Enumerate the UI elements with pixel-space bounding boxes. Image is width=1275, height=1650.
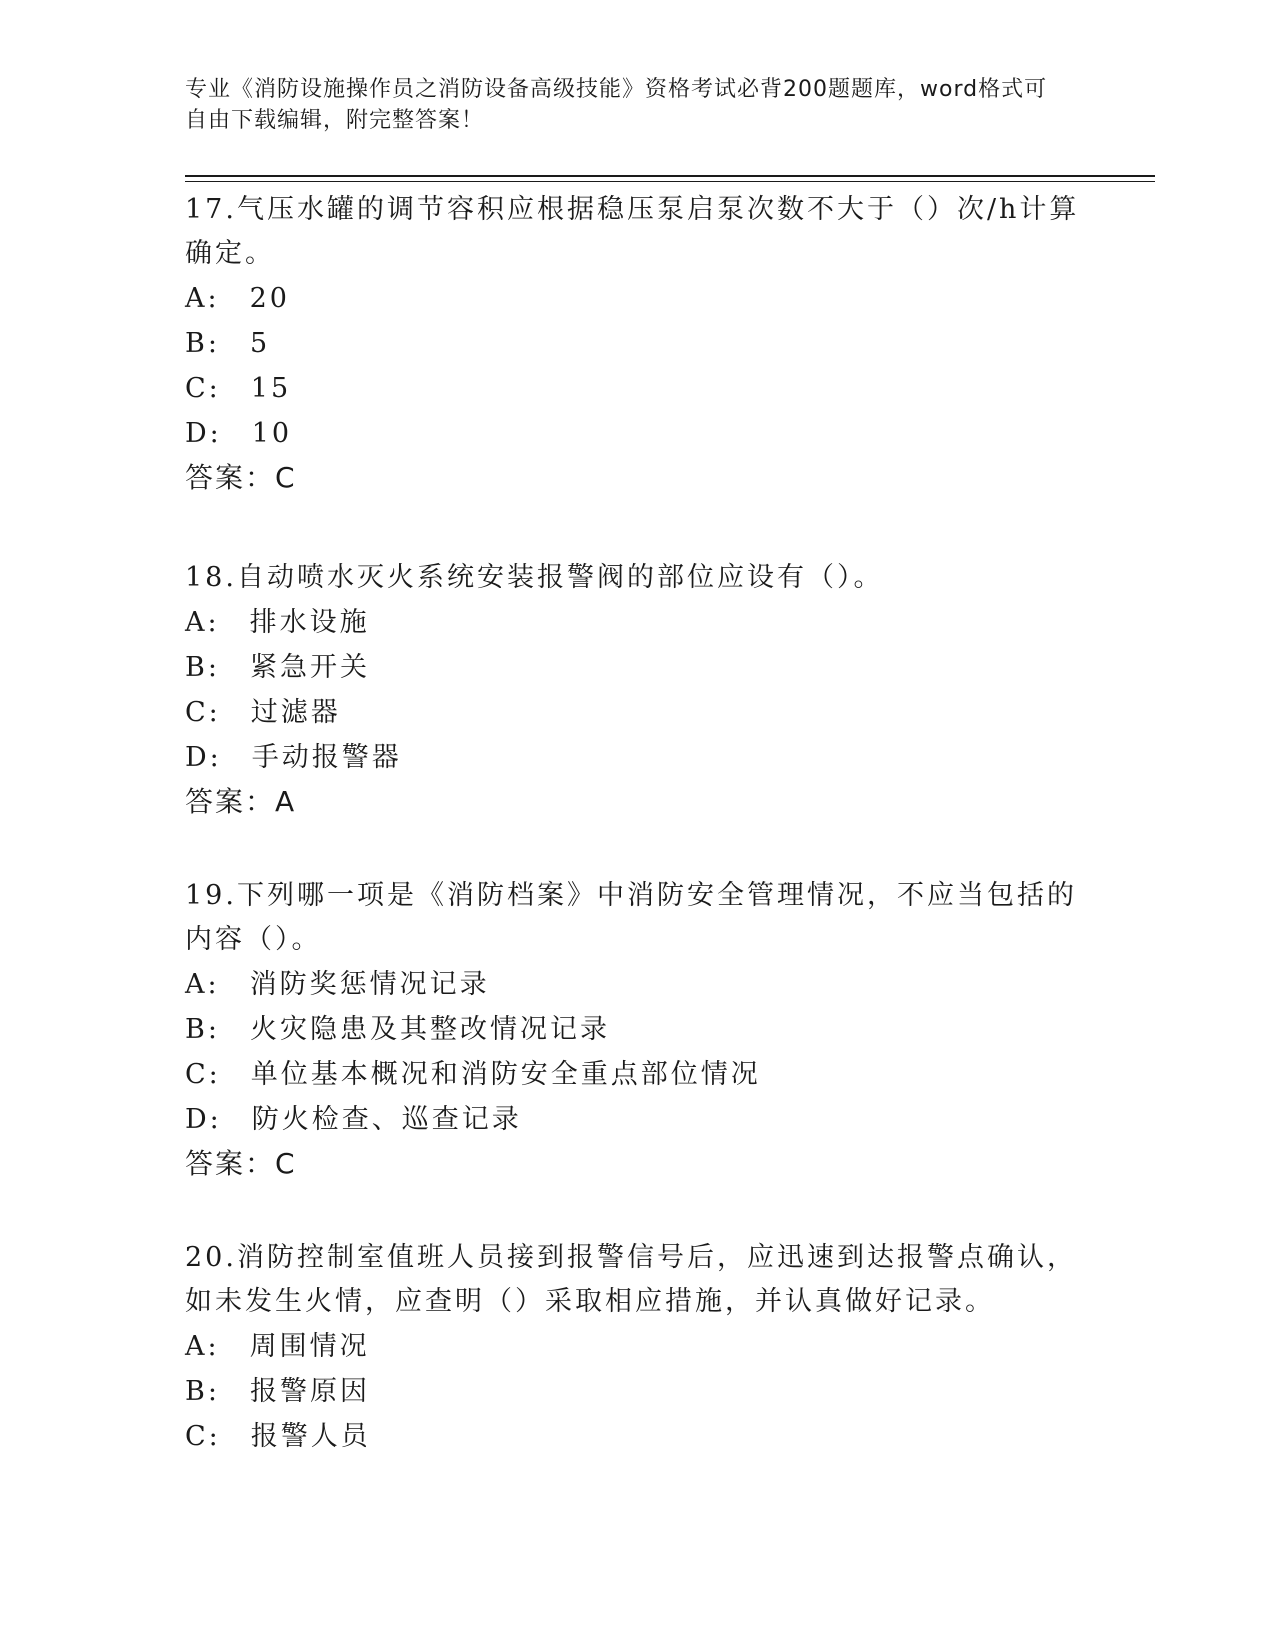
- option-key: B:: [185, 1014, 220, 1045]
- question-stem: 17.气压水罐的调节容积应根据稳压泵启泵次数不大于（）次/h计算确定。: [185, 194, 1080, 269]
- question-17: [185, 188, 1085, 500]
- option-b: [185, 1007, 1085, 1052]
- answer-value: C: [275, 1147, 295, 1180]
- answer-value: A: [275, 785, 295, 818]
- option-key: B:: [185, 328, 220, 359]
- option-key: C:: [185, 373, 221, 404]
- option-key: A:: [185, 283, 220, 314]
- option-key: C:: [185, 1059, 221, 1090]
- option-text: 消防奖惩情况记录: [249, 969, 490, 1000]
- question-18: [185, 556, 1085, 824]
- option-c: [185, 1052, 1085, 1097]
- answer-value: C: [275, 461, 295, 494]
- option-key: A:: [185, 1331, 220, 1362]
- header-divider-thick: [185, 175, 1155, 177]
- option-text: 紧急开关: [249, 652, 370, 683]
- option-text: 报警原因: [249, 1376, 370, 1407]
- option-key: C:: [185, 697, 221, 728]
- header-divider-thin: [185, 181, 1155, 182]
- answer-line: [185, 780, 1085, 824]
- option-a: [185, 962, 1085, 1007]
- option-c: [185, 690, 1085, 735]
- question-stem: 20.消防控制室值班人员接到报警信号后，应迅速到达报警点确认，如未发生火情，应查明（）采取相应措施，并认真做好记录。: [185, 1242, 1077, 1317]
- option-text: 过滤器: [250, 697, 341, 728]
- option-key: C:: [185, 1421, 221, 1452]
- option-text: 防火检查、巡查记录: [251, 1104, 522, 1135]
- option-key: A:: [185, 969, 220, 1000]
- answer-line: [185, 1142, 1085, 1186]
- option-b: [185, 321, 1085, 366]
- question-19: [185, 874, 1085, 1186]
- answer-label: 答案：: [185, 1147, 276, 1180]
- document-header: 专业《消防设施操作员之消防设备高级技能》资格考试必背200题题库，word格式可自由下载编辑，附完整答案！: [185, 77, 1048, 133]
- option-key: D:: [185, 1104, 222, 1135]
- question-20: [185, 1236, 1085, 1459]
- option-c: [185, 366, 1085, 411]
- option-key: D:: [185, 418, 222, 449]
- option-text: 周围情况: [249, 1331, 370, 1362]
- option-text: 报警人员: [250, 1421, 371, 1452]
- option-key: A:: [185, 607, 220, 638]
- answer-label: 答案：: [185, 785, 276, 818]
- option-text: 20: [249, 283, 290, 314]
- option-text: 火灾隐患及其整改情况记录: [249, 1014, 610, 1045]
- question-stem: 19.下列哪一项是《消防档案》中消防安全管理情况，不应当包括的内容（）。: [185, 880, 1077, 955]
- option-b: [185, 1369, 1085, 1414]
- option-text: 5: [249, 328, 271, 359]
- option-d: [185, 1097, 1085, 1142]
- option-text: 手动报警器: [251, 742, 402, 773]
- answer-label: 答案：: [185, 461, 276, 494]
- answer-line: [185, 456, 1085, 500]
- option-c: [185, 1414, 1085, 1459]
- option-text: 10: [251, 418, 293, 449]
- option-key: B:: [185, 1376, 220, 1407]
- option-a: [185, 1324, 1085, 1369]
- option-text: 单位基本概况和消防安全重点部位情况: [250, 1059, 761, 1090]
- option-a: [185, 276, 1085, 321]
- option-key: B:: [185, 652, 220, 683]
- option-text: 排水设施: [249, 607, 370, 638]
- option-text: 15: [250, 373, 292, 404]
- option-key: D:: [185, 742, 222, 773]
- option-d: [185, 411, 1085, 456]
- question-stem: 18.自动喷水灭火系统安装报警阀的部位应设有（）。: [185, 562, 884, 593]
- option-a: [185, 600, 1085, 645]
- option-b: [185, 645, 1085, 690]
- option-d: [185, 735, 1085, 780]
